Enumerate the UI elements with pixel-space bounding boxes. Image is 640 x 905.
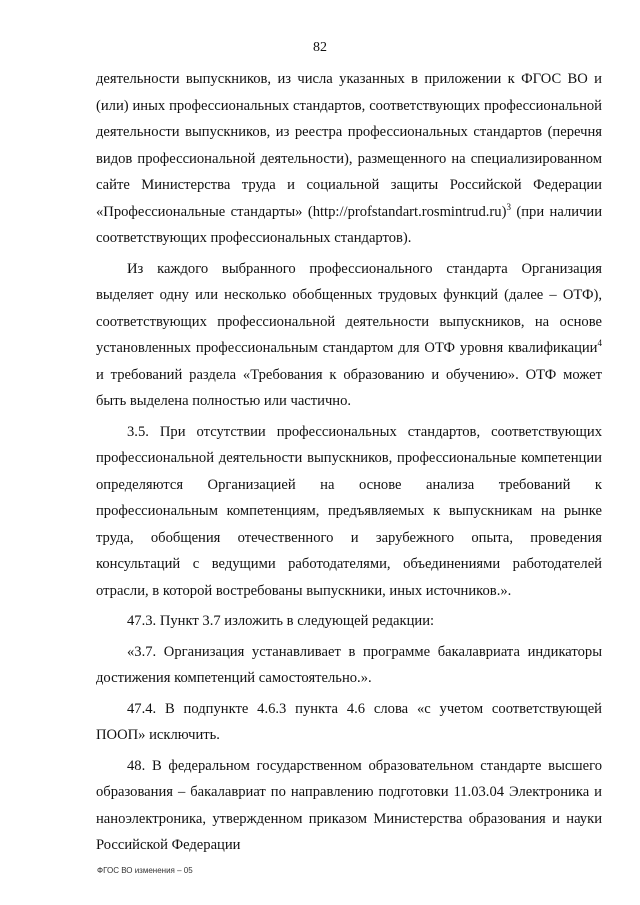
paragraph-text: Из каждого выбранного профессионального стандарта Организация выделяет одну или несколько обобщенных трудовых функций (далее – ОТФ), соответствующих профессиональной деятельности выпускников, на основе установленных профессиональным стандартом для ОТФ уровня квалификации (96, 260, 602, 356)
paragraph-text: (при наличии соответствующих профессиональных стандартов). (96, 203, 603, 246)
paragraph (96, 639, 602, 692)
document-body (96, 66, 602, 859)
footnote-ref: 3 (506, 201, 511, 212)
paragraph-text: «3.7. Организация устанавливает в программе бакалавриата индикаторы достижения компетенций самостоятельно.». (96, 643, 602, 686)
paragraph (96, 256, 602, 415)
paragraph (96, 419, 602, 605)
footnote-ref: 4 (597, 338, 602, 349)
paragraph (96, 608, 602, 635)
paragraph-text: 47.3. Пункт 3.7 изложить в следующей редакции: (127, 613, 435, 629)
paragraph (96, 696, 602, 749)
page-number: 82 (313, 40, 327, 55)
paragraph-text: 48. В федеральном государственном образовательном стандарте высшего образования – бакалавриат по направлению подготовки 11.03.04 Электроника и наноэлектроника, утвержденном приказом Министерства образования и науки Российской Федерации (96, 757, 602, 853)
paragraph-text: деятельности выпускников, из числа указанных в приложении к ФГОС ВО и (или) иных профессиональных стандартов, соответствующих профессиональной деятельности выпускников, из реестра профессиональных стандартов (перечня видов профессиональной деятельности), размещенного на специализированном сайте Министерства труда и социальной защиты Российской Федерации «Профессиональные стандарты» (http://profstandart.rosmintrud.ru) (96, 71, 602, 220)
page-footer: ФГОС ВО изменения – 05 (97, 866, 193, 875)
paragraph (96, 753, 602, 859)
paragraph (96, 66, 602, 252)
paragraph-text: 3.5. При отсутствии профессиональных стандартов, соответствующих профессиональной деятельности выпускников, профессиональные компетенции определяются Организацией на основе анализа требований к профессиональным компетенциям, предъявляемых к выпускникам на рынке труда, обобщения отечественного и зарубежного опыта, проведения консультаций с ведущими работодателями, объединениями работодателей отрасли, в которой востребованы выпускники, иных источников.». (96, 423, 602, 599)
paragraph-text: 47.4. В подпункте 4.6.3 пункта 4.6 слова «с учетом соответствующей ПООП» исключить. (96, 700, 602, 743)
paragraph-text: и требований раздела «Требования к образованию и обучению». ОТФ может быть выделена полностью или частично. (96, 366, 602, 409)
